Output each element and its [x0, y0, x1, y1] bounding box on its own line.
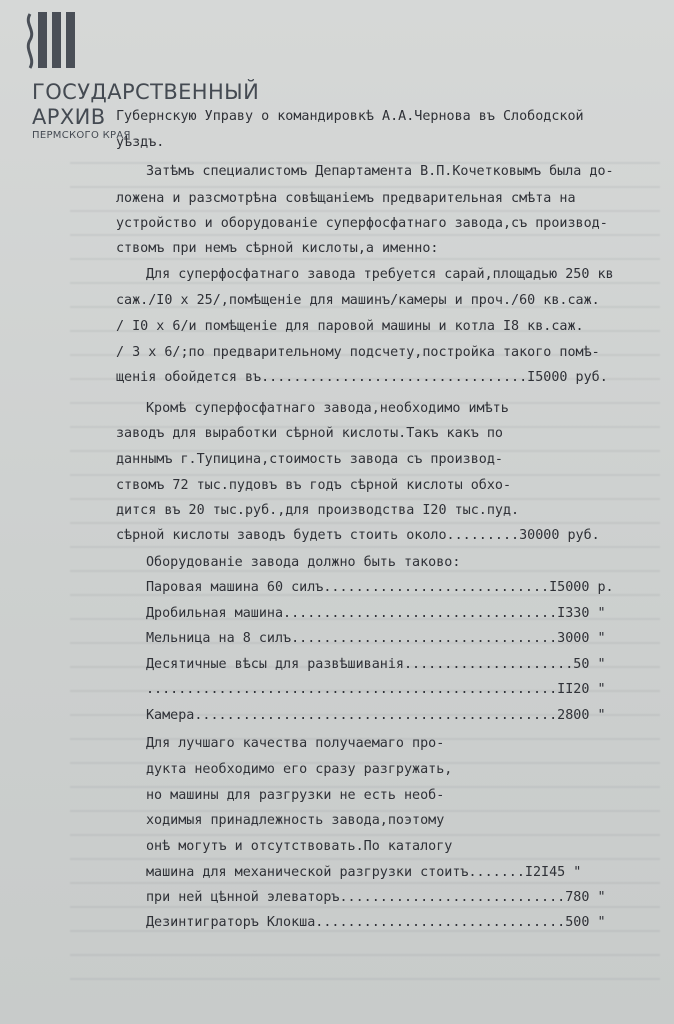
text-line: машина для механической разгрузки стоитъ.......I2I45 " [146, 865, 582, 880]
text-line: ходимыя принадлежность завода,поэтому [146, 813, 445, 828]
text-line: Губернскую Управу о командировкѣ А.А.Чернова въ Слободской [116, 109, 584, 124]
text-line: уѣздъ. [116, 135, 165, 150]
text-line: Затѣмъ специалистомъ Департамента В.П.Кочетковымъ была до- [146, 164, 614, 179]
logo-subtitle: АРХИВ [32, 105, 106, 129]
logo-title: ГОСУДАРСТВЕННЫЙ [32, 80, 260, 104]
text-line: при ней цѣнной элеваторъ............................780 " [146, 890, 606, 905]
text-line: щенія обойдется въ.................................I5000 руб. [116, 370, 608, 385]
text-line: Дробильная машина..................................I330 " [146, 606, 606, 621]
text-line: ложена и разсмотрѣна совѣщаніемъ предварительная смѣта на [116, 191, 576, 206]
text-line: Паровая машина 60 силъ............................I5000 р. [146, 580, 614, 595]
text-line: сѣрной кислоты заводъ будетъ стоить около.........30000 руб. [116, 528, 600, 543]
text-line: ствомъ 72 тыс.пудовъ въ годъ сѣрной кислоты обхо- [116, 478, 512, 493]
text-line: устройство и оборудованіе суперфосфатнаго завода,съ производ- [116, 216, 608, 231]
text-line: Десятичные вѣсы для развѣшиванія.....................50 " [146, 657, 606, 672]
text-line: Для суперфосфатнаго завода требуется сарай,площадью 250 кв [146, 267, 614, 282]
text-line: дукта необходимо его сразу разгружать, [146, 762, 453, 777]
text-line: Дезинтиграторъ Клокша...............................500 " [146, 915, 606, 930]
text-line: онѣ могутъ и отсутствовать.По каталогу [146, 839, 453, 854]
text-line: даннымъ г.Тупицина,стоимость завода съ производ- [116, 452, 503, 467]
text-line: Для лучшаго качества получаемаго про- [146, 736, 445, 751]
archive-emblem-icon [16, 6, 86, 76]
text-line: Кромѣ суперфосфатнаго завода,необходимо имѣть [146, 401, 509, 416]
text-line: но машины для разгрузки не есть необ- [146, 788, 445, 803]
text-line: / 3 x 6/;по предварительному подсчету,постройка такого помѣ- [116, 345, 600, 360]
text-line: саж./I0 x 25/,помѣщеніе для машинъ/камеры и проч./60 кв.саж. [116, 293, 600, 308]
text-line: Камера.............................................2800 " [146, 708, 606, 723]
text-line: ...................................................II20 " [146, 682, 606, 697]
text-line: заводъ для выработки сѣрной кислоты.Такъ какъ по [116, 426, 503, 441]
text-line: Оборудованіе завода должно быть таково: [146, 555, 461, 570]
text-line: Мельница на 8 силъ.................................3000 " [146, 631, 606, 646]
text-line: / I0 x 6/и помѣщеніе для паровой машины и котла I8 кв.саж. [116, 319, 584, 334]
text-line: ствомъ при немъ сѣрной кислоты,а именно: [116, 241, 439, 256]
logo-region: ПЕРМСКОГО КРАЯ [32, 130, 131, 141]
text-line: дится въ 20 тыс.руб.,для производства I20 тыс.пуд. [116, 503, 520, 518]
